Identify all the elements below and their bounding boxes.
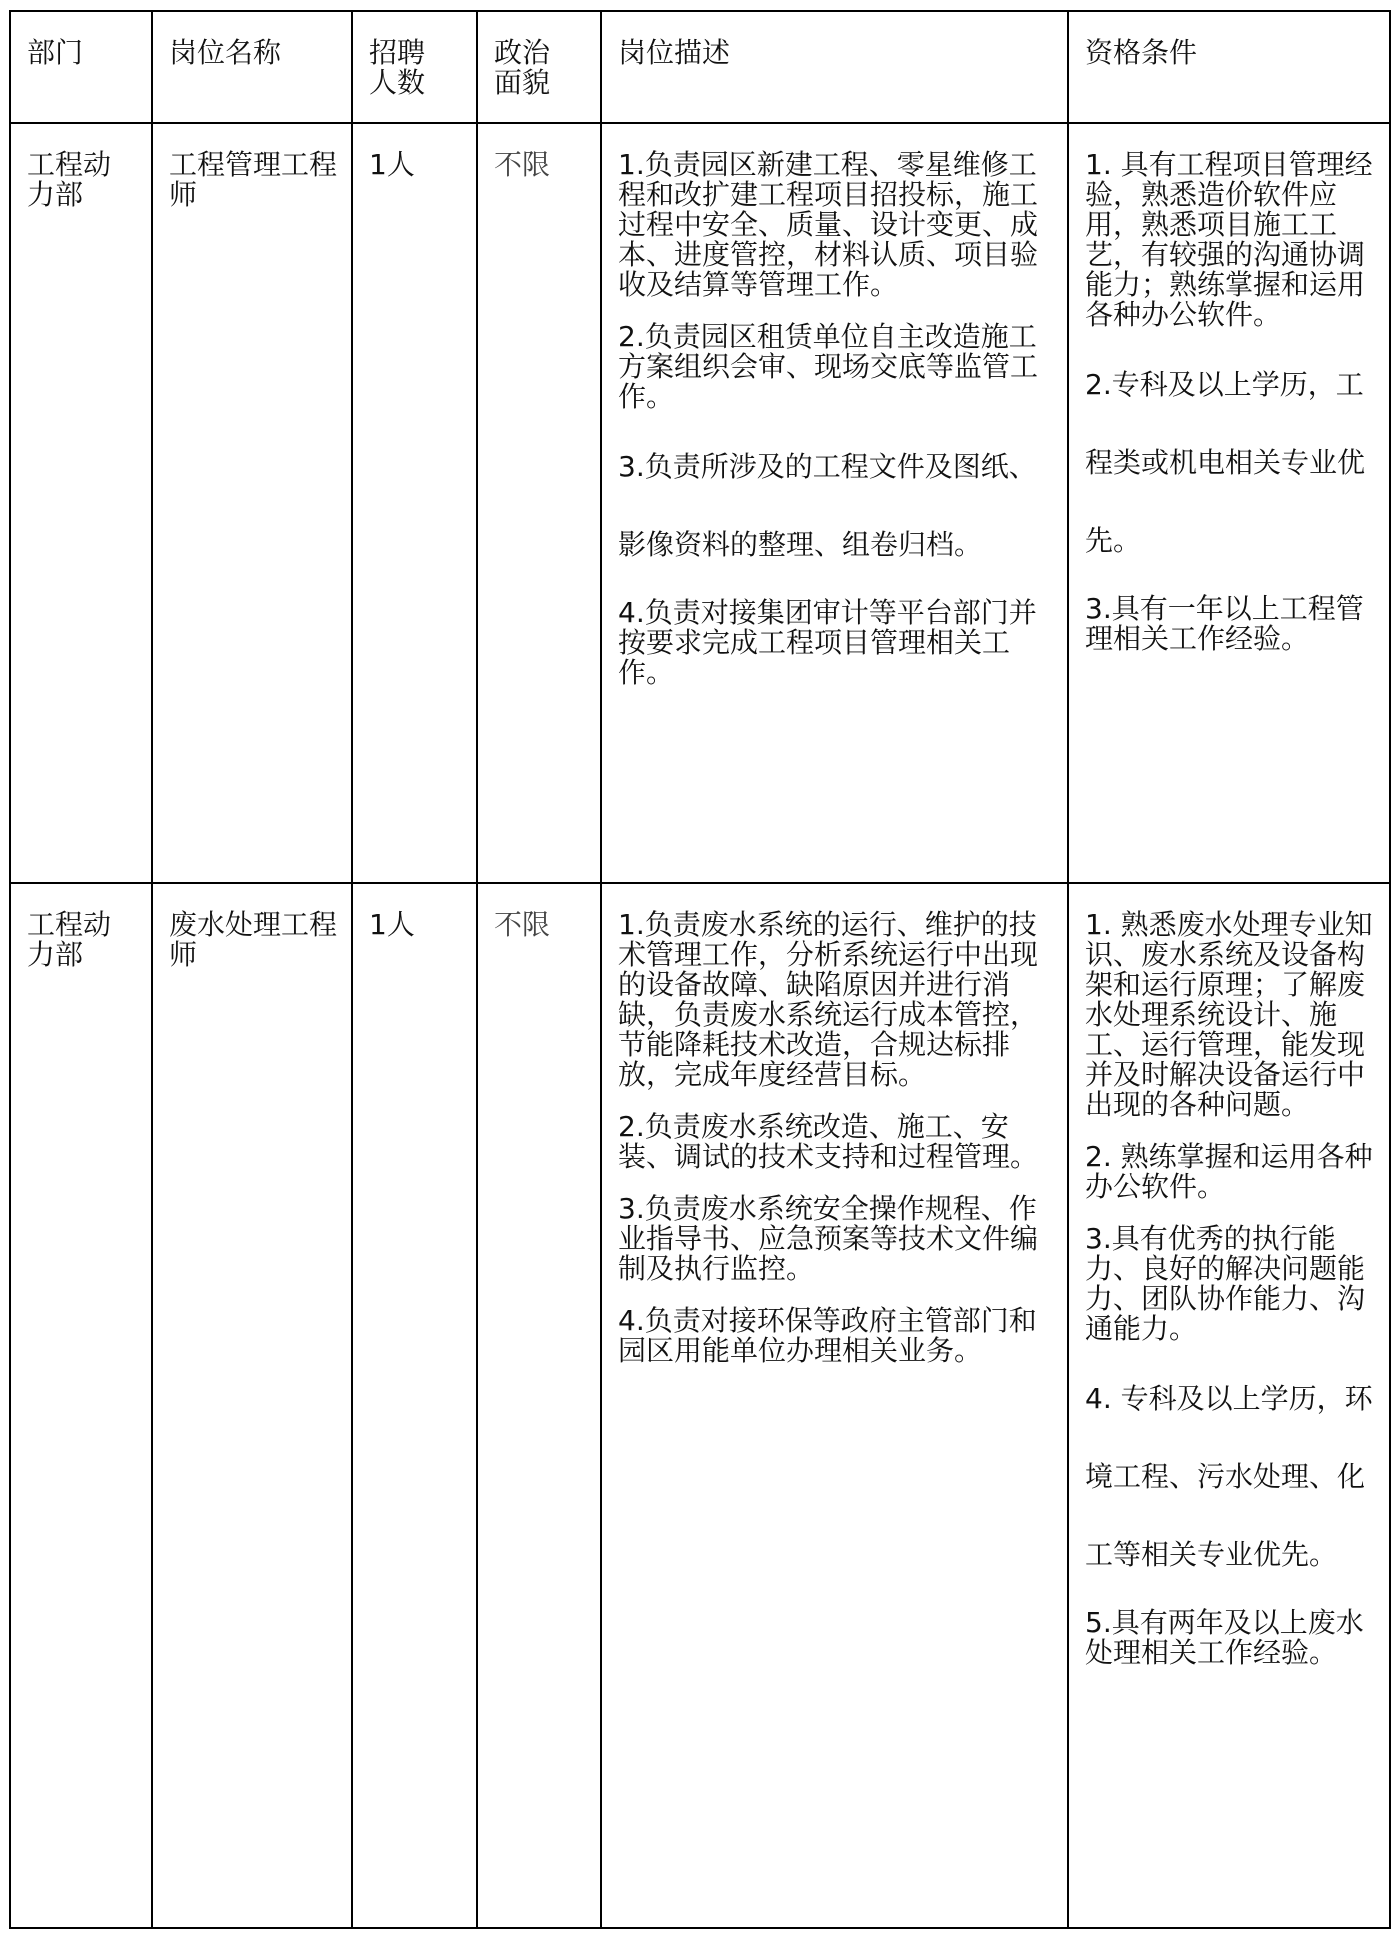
cell-headcount: [352, 883, 477, 1928]
header-headcount-line2: 人数: [369, 66, 426, 99]
qualification-item: 2. 熟练掌握和运用各种办公软件。: [1085, 1140, 1373, 1203]
description-item: 3.负责废水系统安全操作规程、作业指导书、应急预案等技术文件编制及执行监控。: [618, 1192, 1039, 1285]
header-headcount-line1: 招聘: [369, 36, 426, 69]
header-headcount: [352, 11, 477, 123]
qualification-item: 3.具有一年以上工程管理相关工作经验。: [1085, 592, 1364, 655]
description-item: 2.负责废水系统改造、施工、安装、调试的技术支持和过程管理。: [618, 1110, 1039, 1173]
department-text: 工程动力部: [27, 908, 112, 971]
header-description: [601, 11, 1068, 123]
header-political-line1: 政治: [494, 36, 551, 69]
description-item: 1.负责园区新建工程、零星维修工程和改扩建工程项目招投标，施工过程中安全、质量、设计变更、成本、进度管控，材料认质、项目验收及结算等管理工作。: [618, 148, 1039, 301]
job-posting-table: [9, 10, 1391, 1929]
table-header-row: [10, 11, 1390, 123]
description-item: 4.负责对接环保等政府主管部门和园区用能单位办理相关业务。: [618, 1304, 1037, 1367]
headcount-text: 1人: [369, 908, 415, 941]
header-position-label: 岗位名称: [169, 36, 282, 69]
cell-position: [152, 883, 352, 1928]
header-qualifications: [1068, 11, 1390, 123]
header-qualifications-label: 资格条件: [1085, 36, 1198, 69]
qualification-item: 1. 熟悉废水处理专业知识、废水系统及设备构架和运行原理；了解废水处理系统设计、施工、运行管理，能发现并及时解决设备运行中出现的各种问题。: [1085, 908, 1373, 1121]
cell-description: [601, 123, 1068, 883]
cell-qualifications: [1068, 883, 1390, 1928]
header-description-label: 岗位描述: [618, 36, 731, 69]
header-political-status: [477, 11, 601, 123]
cell-political-status: [477, 883, 601, 1928]
position-text: 工程管理工程师: [169, 148, 338, 211]
description-item: 2.负责园区租赁单位自主改造施工方案组织会审、现场交底等监管工作。: [618, 320, 1039, 413]
qualification-item: 1. 具有工程项目管理经验，熟悉造价软件应用，熟悉项目施工工艺，有较强的沟通协调能力；熟练掌握和运用各种办公软件。: [1085, 148, 1373, 331]
position-text: 废水处理工程师: [169, 908, 338, 971]
qualification-item: 3.具有优秀的执行能力、良好的解决问题能力、团队协作能力、沟通能力。: [1085, 1222, 1366, 1345]
cell-political-status: [477, 123, 601, 883]
header-department-label: 部门: [27, 36, 84, 69]
cell-department: [10, 883, 152, 1928]
cell-position: [152, 123, 352, 883]
qualification-item: 5.具有两年及以上废水处理相关工作经验。: [1085, 1606, 1364, 1669]
cell-department: [10, 123, 152, 883]
cell-headcount: [352, 123, 477, 883]
table-row: [10, 123, 1390, 883]
header-department: [10, 11, 152, 123]
header-political-line2: 面貌: [494, 66, 551, 99]
political-status-text: 不限: [494, 148, 551, 181]
description-item: 3.负责所涉及的工程文件及图纸、影像资料的整理、组卷归档。: [618, 450, 1037, 561]
description-item: 4.负责对接集团审计等平台部门并按要求完成工程项目管理相关工作。: [618, 596, 1037, 689]
table-row: [10, 883, 1390, 1928]
department-text: 工程动力部: [27, 148, 112, 211]
cell-qualifications: [1068, 123, 1390, 883]
header-position: [152, 11, 352, 123]
headcount-text: 1人: [369, 148, 415, 181]
qualification-item: 2.专科及以上学历，工程类或机电相关专业优先。: [1085, 368, 1366, 557]
political-status-text: 不限: [494, 908, 551, 941]
description-item: 1.负责废水系统的运行、维护的技术管理工作，分析系统运行中出现的设备故障、缺陷原因并进行消缺，负责废水系统运行成本管控，节能降耗技术改造，合规达标排放，完成年度经营目标。: [618, 908, 1039, 1091]
cell-description: [601, 883, 1068, 1928]
qualification-item: 4. 专科及以上学历，环境工程、污水处理、化工等相关专业优先。: [1085, 1382, 1373, 1571]
